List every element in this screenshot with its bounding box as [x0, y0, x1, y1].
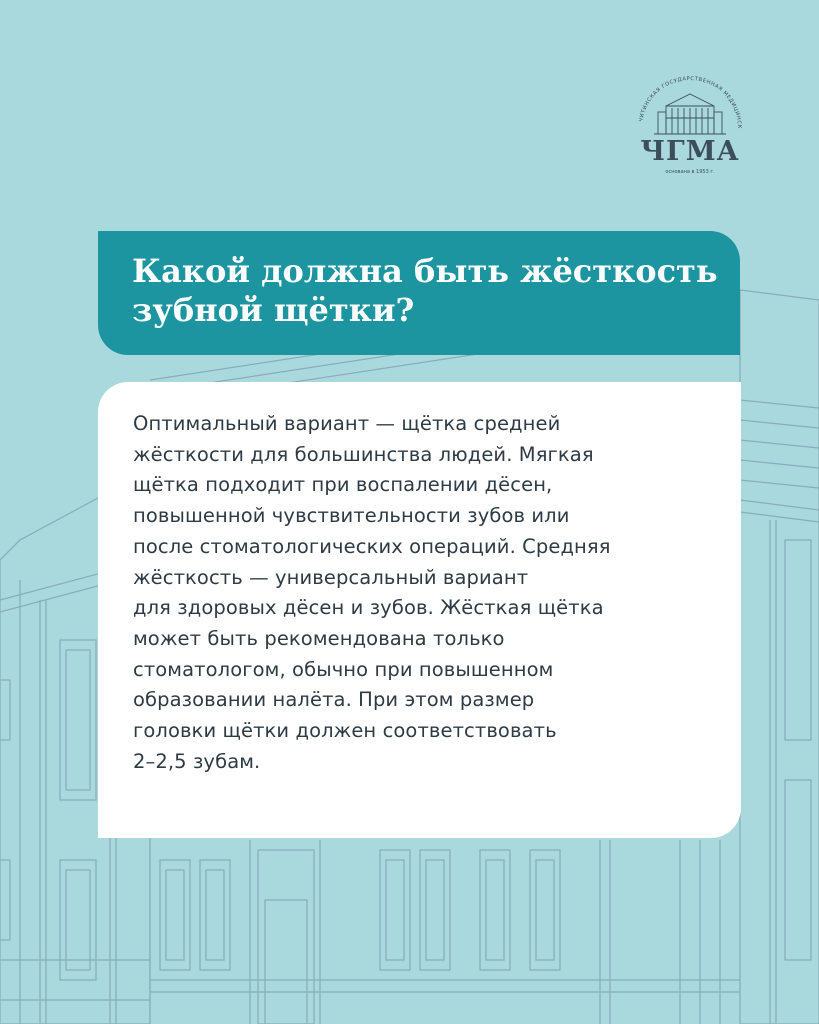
logo-founded: основана в 1953 г.	[665, 169, 715, 175]
body-text-line: щётка подходит при воспалении дёсен,	[133, 473, 553, 497]
body-text-line: для здоровых дёсен и зубов. Жёсткая щётка	[133, 596, 604, 620]
body-text-line: головки щётки должен соответствовать	[133, 719, 557, 743]
body-text-line: 2–2,5 зубам.	[133, 749, 261, 773]
body-text-line: может быть рекомендована только	[133, 626, 505, 650]
body-text-line: после стоматологических операций. Средняя	[133, 534, 611, 558]
content-card	[98, 382, 741, 838]
body-text-line: образовании налёта. При этом размер	[133, 688, 535, 712]
academy-seal-icon	[628, 70, 752, 140]
body-text-line: Оптимальный вариант — щётка средней	[133, 412, 561, 435]
logo-abbreviation: ЧГМА	[640, 136, 740, 167]
svg-text:ЧИТИНСКАЯ ГОСУДАРСТВЕННАЯ МЕДИ: ЧИТИНСКАЯ ГОСУДАРСТВЕННАЯ МЕДИЦИНСК	[638, 75, 743, 130]
logo	[628, 70, 752, 190]
body-text-line: жёсткости для большинства людей. Мягкая	[133, 442, 594, 466]
title-banner	[98, 231, 740, 355]
body-text-line: жёсткость — универсальный вариант	[133, 565, 529, 589]
title-line: зубной щётки?	[132, 291, 415, 329]
body-text-line: повышенной чувствительности зубов или	[133, 504, 570, 528]
title-line: Какой должна быть жёсткость	[132, 252, 718, 290]
body-text-line: стоматологом, обычно при повышенном	[133, 657, 554, 681]
